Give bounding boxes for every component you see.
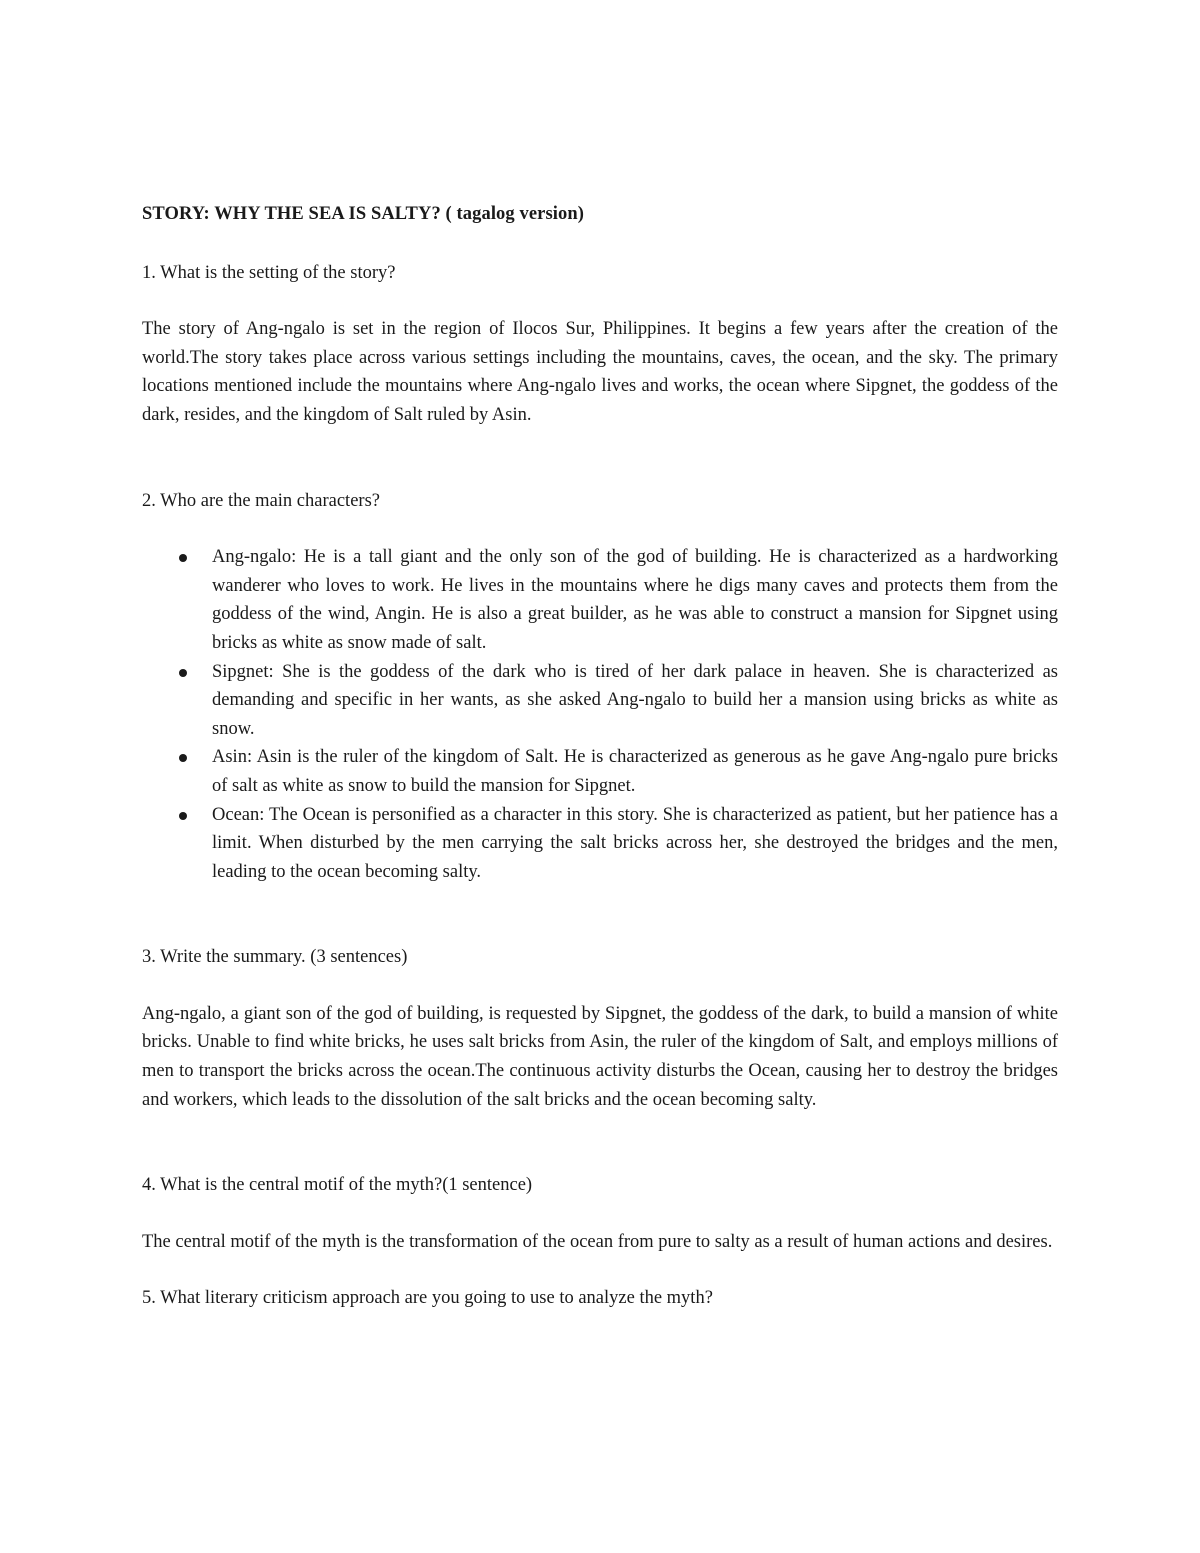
character-ang-ngalo: Ang-ngalo: He is a tall giant and the only son of the god of building. He is characterized as a hardworking wanderer who loves to work. He lives in the mountains where he digs many caves and protects them from the goddess of the wind, Angin. He is also a great builder, as he was able to construct a mansion for Sipgnet using bricks as white as snow made of salt. xyxy=(212,547,1058,653)
question-2: 2. Who are the main characters? xyxy=(142,490,380,511)
character-ocean: Ocean: The Ocean is personified as a character in this story. She is characterized as patient, but her patience has a limit. When disturbed by the men carrying the salt bricks across her, she destroyed the bridges and the men, leading to the ocean becoming salty. xyxy=(212,804,1058,882)
list-item xyxy=(142,658,1058,744)
document-title: STORY: WHY THE SEA IS SALTY? ( tagalog version) xyxy=(142,204,584,224)
bullet-icon xyxy=(179,554,187,562)
list-item xyxy=(142,801,1058,887)
bullet-icon xyxy=(179,754,187,762)
question-1: 1. What is the setting of the story? xyxy=(142,262,396,283)
question-4: 4. What is the central motif of the myth?(1 sentence) xyxy=(142,1175,533,1196)
list-item xyxy=(142,743,1058,800)
list-item xyxy=(142,543,1058,657)
characters-list xyxy=(142,543,1058,886)
bullet-icon xyxy=(179,812,187,820)
question-5: 5. What literary criticism approach are you going to use to analyze the myth? xyxy=(142,1288,713,1309)
answer-3: Ang-ngalo, a giant son of the god of building, is requested by Sipgnet, the goddess of the dark, to build a mansion of white bricks. Unable to find white bricks, he uses salt bricks from Asin, the ruler of the kingdom of Salt, and employs millions of men to transport the bricks across the ocean.The continuous activity disturbs the Ocean, causing her to destroy the bridges and workers, which leads to the dissolution of the salt bricks and the ocean becoming salty. xyxy=(142,1003,1058,1110)
question-3: 3. Write the summary. (3 sentences) xyxy=(142,947,408,968)
answer-4: The central motif of the myth is the transformation of the ocean from pure to salty as a result of human actions and desires. xyxy=(142,1231,1053,1252)
bullet-icon xyxy=(179,669,187,677)
answer-1: The story of Ang-ngalo is set in the region of Ilocos Sur, Philippines. It begins a few years after the creation of the world.The story takes place across various settings including the mountains, caves, the ocean, and the sky. The primary locations mentioned include the mountains where Ang-ngalo lives and works, the ocean where Sipgnet, the goddess of the dark, resides, and the kingdom of Salt ruled by Asin. xyxy=(142,319,1058,425)
character-sipgnet: Sipgnet: She is the goddess of the dark who is tired of her dark palace in heaven. She is characterized as demanding and specific in her wants, as she asked Ang-ngalo to build her a mansion using bricks as white as snow. xyxy=(212,661,1058,739)
character-asin: Asin: Asin is the ruler of the kingdom of Salt. He is characterized as generous as he gave Ang-ngalo pure bricks of salt as white as snow to build the mansion for Sipgnet. xyxy=(212,747,1058,796)
document-page xyxy=(142,200,1058,1313)
